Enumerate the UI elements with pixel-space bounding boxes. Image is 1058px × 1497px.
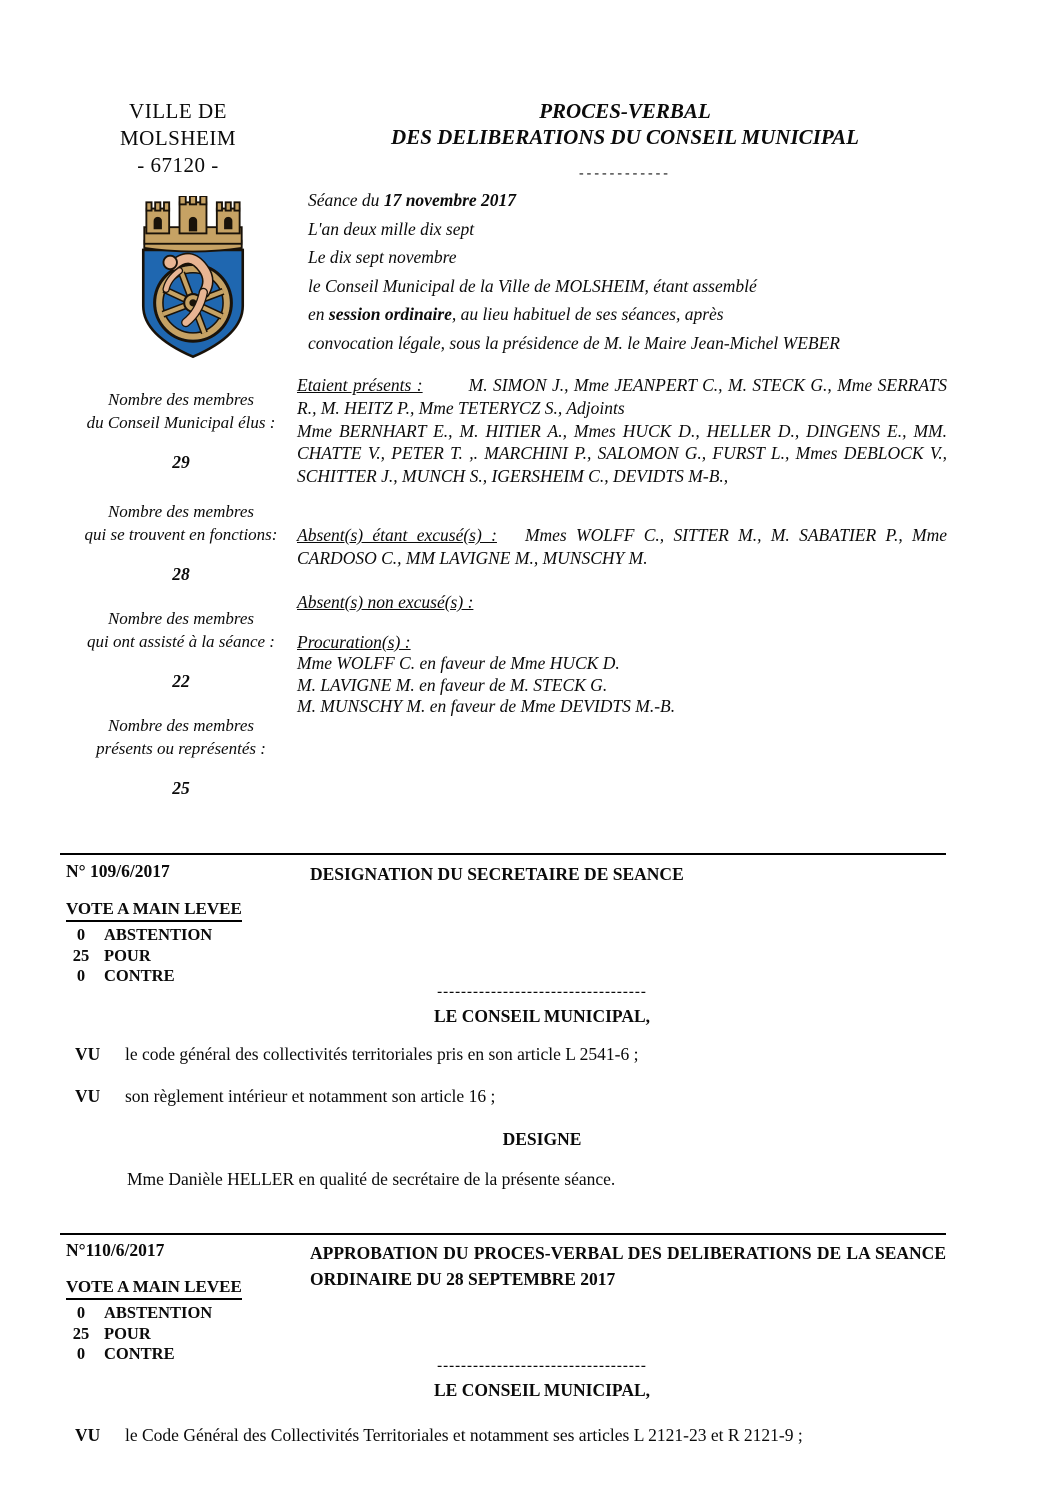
vote-label: ABSTENTION — [104, 925, 213, 945]
council-heading: LE CONSEIL MUNICIPAL, — [433, 1006, 651, 1026]
preamble-line4-post: , au lieu habituel de ses séances, après — [451, 304, 724, 325]
absents-non-excuses-label: Absent(s) non excusé(s) : — [297, 592, 474, 613]
seance-date-line — [308, 186, 953, 215]
member-count-value: 22 — [172, 671, 190, 691]
absents-excuses-names: Mmes WOLFF C., SITTER M., M. SABATIER P., Mme CARDOSO C., MM LAVIGNE M., MUNSCHY M. — [297, 525, 947, 568]
doc-title-line1: PROCES-VERBAL — [539, 99, 711, 123]
preamble-line1: L'an deux mille dix sept — [308, 218, 475, 239]
vote-label: POUR — [104, 1323, 151, 1343]
preamble-line4 — [308, 300, 953, 329]
preamble-line3: le Conseil Municipal de la Ville de MOLSHEIM, étant assemblé — [308, 275, 757, 296]
vote-count: 25 — [72, 1323, 90, 1343]
separator-dashes: ------------ — [579, 166, 671, 181]
molsheim-coat-of-arms-icon — [136, 196, 250, 362]
member-count-label: présents ou représentés : — [96, 739, 266, 758]
section-rule — [60, 1233, 946, 1235]
vote-row — [66, 946, 346, 966]
presents-label: Etaient présents : — [297, 375, 423, 395]
presents-section — [297, 374, 947, 488]
council-heading: LE CONSEIL MUNICIPAL, — [433, 1380, 651, 1400]
vu-text: le Code Général des Collectivités Territoriales et notamment ses articles L 2121-23 et R 2121-9 ; — [125, 1425, 803, 1445]
vu-label: VU — [75, 1425, 101, 1445]
designe-text: Mme Danièle HELLER en qualité de secrétaire de la présente séance. — [127, 1169, 616, 1189]
vote-count: 25 — [72, 945, 90, 965]
member-count-label: Nombre des membres — [107, 609, 255, 628]
absents-non-excuses-paragraph — [297, 591, 947, 614]
vu-label: VU — [75, 1044, 101, 1064]
city-block — [58, 98, 298, 179]
deliberation-number: N°110/6/2017 — [66, 1240, 165, 1260]
absents-excuses-label: Absent(s) étant excusé(s) : — [297, 525, 497, 545]
procuration-line: Mme WOLFF C. en faveur de Mme HUCK D. — [297, 653, 620, 674]
procurations-label-text: Procuration(s) : — [297, 631, 411, 652]
vote-block — [66, 899, 346, 987]
council-separator — [60, 984, 1024, 1027]
preamble-line4-pre: en — [308, 304, 329, 325]
city-postcode: - 67120 - — [137, 153, 219, 177]
member-count-value: 28 — [172, 564, 190, 584]
presents-names-continued: Mme BERNHART E., M. HITIER A., Mmes HUCK D., HELLER D., DINGENS E., MM. CHATTE V., PETER T. ,. MARCHINI P., SALOMON G., FURST L., Mmes DEBLOCK V., SCHITTER J., MUNCH S., IGERSHEIM C., DEVIDTS M-B., — [297, 420, 947, 487]
separator-dashes: ----------------------------------- — [437, 1358, 647, 1374]
council-separator — [60, 1358, 1024, 1401]
designe-heading: DESIGNE — [502, 1129, 582, 1149]
member-count-representes — [58, 714, 304, 800]
absents-section — [297, 524, 947, 718]
vote-count: 0 — [76, 925, 86, 945]
member-count-label: du Conseil Municipal élus : — [86, 413, 276, 432]
vote-row — [66, 925, 346, 945]
vu-text: le code général des collectivités territoriales pris en son article L 2541-6 ; — [125, 1044, 639, 1064]
title-block — [300, 98, 950, 187]
absents-excuses-paragraph — [297, 524, 947, 569]
section-rule — [60, 853, 946, 855]
presents-paragraph — [297, 374, 947, 420]
vote-count: 0 — [76, 1344, 86, 1364]
member-count-label: Nombre des membres — [107, 390, 255, 409]
doc-title-line2: DES DELIBERATIONS DU CONSEIL MUNICIPAL — [391, 125, 859, 149]
member-count-label: Nombre des membres — [107, 502, 255, 521]
member-count-label: Nombre des membres — [107, 716, 255, 735]
member-count-value: 29 — [172, 452, 190, 472]
preamble — [308, 186, 953, 358]
vote-header: VOTE A MAIN LEVEE — [66, 1277, 242, 1300]
member-count-assiste — [58, 607, 304, 693]
member-count-label: qui ont assisté à la séance : — [87, 632, 275, 651]
vu-label: VU — [75, 1086, 101, 1106]
member-count-elus — [58, 388, 304, 474]
vu-row — [75, 1086, 945, 1107]
procuration-line: M. MUNSCHY M. en faveur de Mme DEVIDTS M.-B. — [297, 696, 676, 717]
vote-block — [66, 1277, 346, 1365]
vote-row — [66, 1324, 346, 1344]
seance-date: 17 novembre 2017 — [383, 190, 517, 210]
vote-label: CONTRE — [104, 1344, 175, 1364]
vote-label: ABSTENTION — [104, 1303, 213, 1323]
deliberation-title: APPROBATION DU PROCES-VERBAL DES DELIBERATIONS DE LA SEANCE ORDINAIRE DU 28 SEPTEMBRE 2017 — [310, 1243, 946, 1289]
vote-header: VOTE A MAIN LEVEE — [66, 899, 242, 922]
procuration-line: M. LAVIGNE M. en faveur de M. STECK G. — [297, 674, 608, 695]
mural-crown-icon — [144, 196, 241, 251]
deliberation-number: N° 109/6/2017 — [66, 861, 170, 881]
seance-prefix: Séance du — [308, 190, 384, 210]
vote-count: 0 — [76, 966, 86, 986]
session-type: session ordinaire — [328, 304, 452, 325]
vu-row — [75, 1425, 945, 1446]
vu-text: son règlement intérieur et notamment son article 16 ; — [125, 1086, 496, 1106]
city-name-line1: VILLE DE — [129, 99, 227, 123]
member-count-value: 25 — [172, 778, 190, 798]
preamble-line5: convocation légale, sous la présidence de M. le Maire Jean-Michel WEBER — [308, 332, 840, 353]
procurations-label — [297, 631, 947, 654]
city-name-line2: MOLSHEIM — [119, 126, 236, 150]
vote-row — [66, 1303, 346, 1323]
vu-row — [75, 1044, 945, 1065]
vote-count: 0 — [76, 1303, 86, 1323]
deliberation-title: DESIGNATION DU SECRETAIRE DE SEANCE — [310, 864, 684, 884]
presents-names: M. SIMON J., Mme JEANPERT C., M. STECK G., Mme SERRATS R., M. HEITZ P., Mme TETERYCZ S., Adjoints — [297, 375, 948, 418]
separator-dashes: ----------------------------------- — [437, 984, 647, 1000]
preamble-line2: Le dix sept novembre — [308, 247, 457, 268]
member-count-fonctions — [58, 500, 304, 586]
vote-label: CONTRE — [104, 966, 175, 986]
member-count-label: qui se trouvent en fonctions: — [84, 525, 278, 544]
vote-label: POUR — [104, 945, 151, 965]
